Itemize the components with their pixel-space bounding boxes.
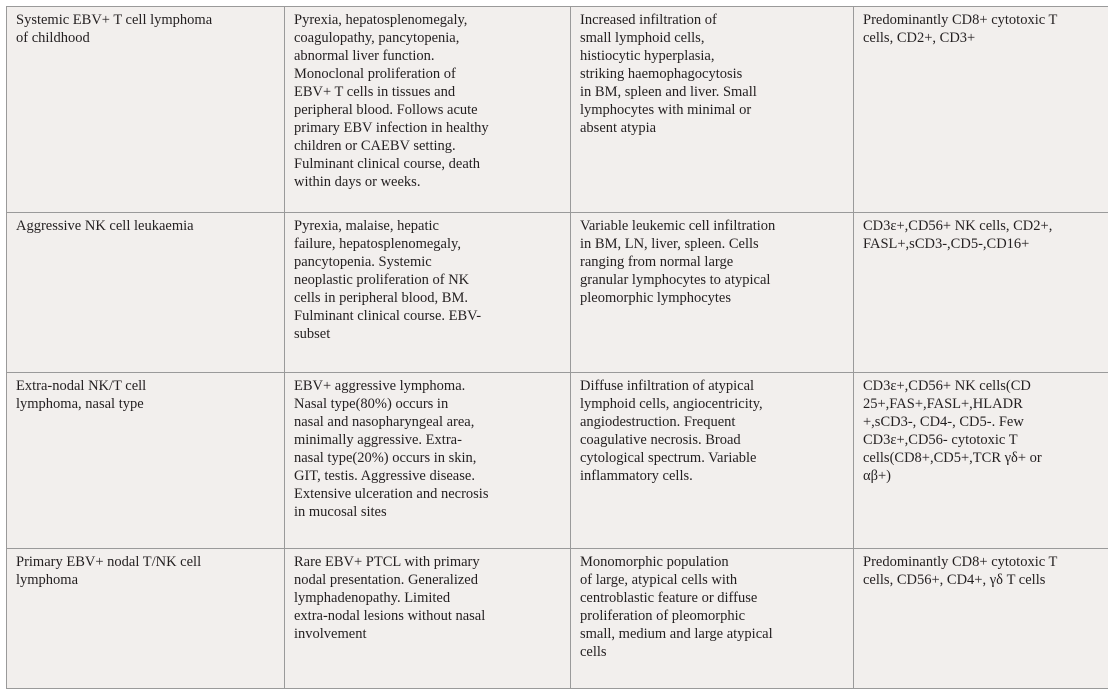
pathology-cell: Monomorphic population of large, atypical cells with centroblastic feature or diffuse proliferation of pleomorphic small, medium and large atypical cells <box>571 549 854 689</box>
clinical-features-cell: Pyrexia, hepatosplenomegaly, coagulopathy, pancytopenia, abnormal liver function. Monoclonal proliferation of EBV+ T cells in tissues and peripheral blood. Follows acute primary EBV infection in healthy children or CAEBV setting. Fulminant clinical course, death within days or weeks. <box>285 7 571 213</box>
clinical-features-cell: EBV+ aggressive lymphoma. Nasal type(80%) occurs in nasal and nasopharyngeal area, minimally aggressive. Extra- nasal type(20%) occurs in skin, GIT, testis. Aggressive disease. Extensive ulceration and necrosis in mucosal sites <box>285 373 571 549</box>
pathology-cell: Increased infiltration of small lymphoid cells, histiocytic hyperplasia, striking haemophagocytosis in BM, spleen and liver. Small lymphocytes with minimal or absent atypia <box>571 7 854 213</box>
table-row <box>7 373 1108 549</box>
pathology-cell: Diffuse infiltration of atypical lymphoid cells, angiocentricity, angiodestruction. Frequent coagulative necrosis. Broad cytological spectrum. Variable inflammatory cells. <box>571 373 854 549</box>
disease-name-cell: Extra-nodal NK/T cell lymphoma, nasal type <box>7 373 285 549</box>
immunophenotype-cell: CD3ε+,CD56+ NK cells(CD 25+,FAS+,FASL+,HLADR +,sCD3-, CD4-, CD5-. Few CD3ε+,CD56- cytotoxic T cells(CD8+,CD5+,TCR γδ+ or αβ+) <box>854 373 1108 549</box>
lymphoma-table <box>6 6 1108 689</box>
disease-name-cell: Systemic EBV+ T cell lymphoma of childhood <box>7 7 285 213</box>
disease-name-cell: Aggressive NK cell leukaemia <box>7 213 285 373</box>
immunophenotype-cell: CD3ε+,CD56+ NK cells, CD2+, FASL+,sCD3-,CD5-,CD16+ <box>854 213 1108 373</box>
immunophenotype-cell: Predominantly CD8+ cytotoxic T cells, CD56+, CD4+, γδ T cells <box>854 549 1108 689</box>
table-row <box>7 549 1108 689</box>
clinical-features-cell: Pyrexia, malaise, hepatic failure, hepatosplenomegaly, pancytopenia. Systemic neoplastic proliferation of NK cells in peripheral blood, BM. Fulminant clinical course. EBV- subset <box>285 213 571 373</box>
pathology-cell: Variable leukemic cell infiltration in BM, LN, liver, spleen. Cells ranging from normal large granular lymphocytes to atypical pleomorphic lymphocytes <box>571 213 854 373</box>
disease-name-cell: Primary EBV+ nodal T/NK cell lymphoma <box>7 549 285 689</box>
table-row <box>7 213 1108 373</box>
table-row <box>7 7 1108 213</box>
clinical-features-cell: Rare EBV+ PTCL with primary nodal presentation. Generalized lymphadenopathy. Limited extra-nodal lesions without nasal involvement <box>285 549 571 689</box>
immunophenotype-cell: Predominantly CD8+ cytotoxic T cells, CD2+, CD3+ <box>854 7 1108 213</box>
